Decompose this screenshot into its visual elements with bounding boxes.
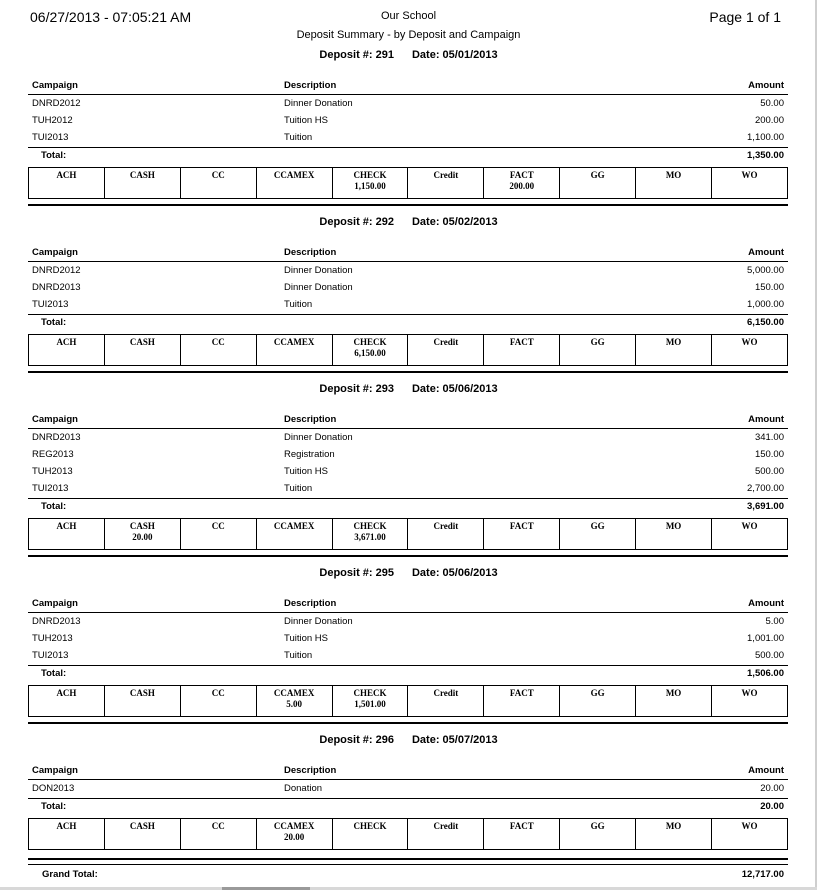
payment-type-cell bbox=[332, 168, 408, 199]
header-underline bbox=[28, 94, 788, 95]
column-description: Description bbox=[284, 765, 337, 776]
column-description: Description bbox=[284, 598, 337, 609]
payment-type-label: CCAMEX bbox=[273, 170, 315, 180]
column-header-row bbox=[28, 413, 788, 427]
payment-type-label: ACH bbox=[56, 337, 77, 347]
amount-cell: 500.00 bbox=[754, 650, 784, 661]
grand-total-label: Grand Total: bbox=[42, 869, 98, 880]
payment-type-table bbox=[28, 685, 788, 717]
total-rule bbox=[28, 314, 788, 315]
payment-type-label: WO bbox=[741, 821, 758, 831]
payment-type-label: FACT bbox=[509, 337, 534, 347]
amount-cell: 200.00 bbox=[754, 115, 784, 126]
payment-type-label: CC bbox=[211, 688, 225, 698]
deposit-date: Date: 05/02/2013 bbox=[411, 216, 498, 228]
payment-type-label: MO bbox=[665, 688, 682, 698]
payment-type-cell bbox=[712, 819, 788, 850]
deposit-title bbox=[0, 734, 817, 746]
payment-type-label: MO bbox=[665, 170, 682, 180]
amount-cell: 5,000.00 bbox=[747, 265, 784, 276]
payment-type-label: MO bbox=[665, 521, 682, 531]
payment-type-cell bbox=[332, 819, 408, 850]
campaign-cell: TUI2013 bbox=[32, 650, 69, 661]
total-rule bbox=[28, 498, 788, 499]
payment-type-table bbox=[28, 334, 788, 366]
description-cell: Tuition bbox=[284, 299, 313, 310]
deposit-date: Date: 05/06/2013 bbox=[411, 567, 498, 579]
description-cell: Dinner Donation bbox=[284, 98, 353, 109]
payment-type-label: WO bbox=[741, 170, 758, 180]
payment-type-label: MO bbox=[665, 821, 682, 831]
table-row bbox=[28, 782, 788, 796]
payment-type-label: CC bbox=[211, 170, 225, 180]
column-header-row bbox=[28, 597, 788, 611]
payment-type-label: CC bbox=[211, 821, 225, 831]
description-cell: Dinner Donation bbox=[284, 616, 353, 627]
payment-type-cell bbox=[560, 335, 636, 366]
deposit-title bbox=[0, 567, 817, 579]
payment-type-cell bbox=[332, 686, 408, 717]
payment-type-cell bbox=[560, 686, 636, 717]
payment-type-label: GG bbox=[590, 688, 605, 698]
total-label: Total: bbox=[41, 801, 67, 812]
payment-type-label: CHECK bbox=[353, 688, 387, 698]
table-row bbox=[28, 264, 788, 278]
header-underline bbox=[28, 612, 788, 613]
payment-type-label: ACH bbox=[56, 821, 77, 831]
deposit-title bbox=[0, 216, 817, 228]
payment-type-cell bbox=[104, 168, 180, 199]
total-label: Total: bbox=[41, 150, 67, 161]
payment-type-label: CC bbox=[211, 337, 225, 347]
payment-type-label: GG bbox=[590, 170, 605, 180]
deposit-number: Deposit #: 295 bbox=[319, 567, 394, 579]
payment-type-table bbox=[28, 518, 788, 550]
payment-type-cell bbox=[180, 335, 256, 366]
payment-type-cell bbox=[29, 686, 105, 717]
payment-type-label: FACT bbox=[509, 821, 534, 831]
payment-type-label: MO bbox=[665, 337, 682, 347]
payment-type-table bbox=[28, 818, 788, 850]
section-separator bbox=[28, 204, 788, 206]
payment-type-label: Credit bbox=[433, 688, 459, 698]
payment-type-cell bbox=[712, 686, 788, 717]
description-cell: Tuition HS bbox=[284, 633, 328, 644]
payment-type-label: CC bbox=[211, 521, 225, 531]
amount-cell: 341.00 bbox=[754, 432, 784, 443]
column-campaign: Campaign bbox=[32, 80, 78, 91]
description-cell: Dinner Donation bbox=[284, 432, 353, 443]
table-row bbox=[28, 615, 788, 629]
payment-type-cell bbox=[560, 519, 636, 550]
amount-cell: 2,700.00 bbox=[747, 483, 784, 494]
campaign-cell: DNRD2013 bbox=[32, 616, 81, 627]
table-row bbox=[28, 482, 788, 496]
column-header-row bbox=[28, 79, 788, 93]
payment-type-cell bbox=[636, 819, 712, 850]
total-value: 3,691.00 bbox=[747, 501, 784, 512]
payment-type-cell bbox=[256, 335, 332, 366]
section-separator bbox=[28, 555, 788, 557]
payment-type-cell bbox=[712, 168, 788, 199]
amount-cell: 1,000.00 bbox=[747, 299, 784, 310]
payment-type-amount: 200.00 bbox=[509, 181, 535, 191]
grand-total-rule-bottom bbox=[28, 864, 788, 865]
payment-type-cell bbox=[256, 686, 332, 717]
payment-type-label: ACH bbox=[56, 521, 77, 531]
deposit-date: Date: 05/06/2013 bbox=[411, 383, 498, 395]
payment-type-label: GG bbox=[590, 521, 605, 531]
column-amount: Amount bbox=[748, 247, 784, 258]
campaign-cell: TUH2013 bbox=[32, 633, 73, 644]
school-name: Our School bbox=[380, 10, 437, 22]
payment-type-cell bbox=[104, 519, 180, 550]
description-cell: Tuition bbox=[284, 132, 313, 143]
column-campaign: Campaign bbox=[32, 765, 78, 776]
table-row bbox=[28, 649, 788, 663]
table-row bbox=[28, 632, 788, 646]
payment-type-label: ACH bbox=[56, 170, 77, 180]
table-row bbox=[28, 465, 788, 479]
payment-type-cell bbox=[256, 168, 332, 199]
campaign-cell: REG2013 bbox=[32, 449, 74, 460]
total-row bbox=[28, 667, 788, 681]
deposit-number: Deposit #: 292 bbox=[319, 216, 394, 228]
payment-type-label: CASH bbox=[129, 688, 155, 698]
column-campaign: Campaign bbox=[32, 598, 78, 609]
column-amount: Amount bbox=[748, 765, 784, 776]
total-rule bbox=[28, 665, 788, 666]
payment-type-label: WO bbox=[741, 688, 758, 698]
payment-type-cell bbox=[636, 168, 712, 199]
deposit-number: Deposit #: 296 bbox=[319, 734, 394, 746]
header-underline bbox=[28, 779, 788, 780]
payment-type-label: ACH bbox=[56, 688, 77, 698]
amount-cell: 5.00 bbox=[765, 616, 784, 627]
payment-type-label: FACT bbox=[509, 688, 534, 698]
payment-type-cell bbox=[332, 519, 408, 550]
description-cell: Tuition bbox=[284, 483, 313, 494]
payment-type-label: CCAMEX bbox=[273, 821, 315, 831]
payment-type-cell bbox=[408, 519, 484, 550]
total-label: Total: bbox=[41, 501, 67, 512]
payment-type-cell bbox=[180, 519, 256, 550]
deposit-title bbox=[0, 383, 817, 395]
payment-type-label: CASH bbox=[129, 521, 155, 531]
description-cell: Tuition HS bbox=[284, 466, 328, 477]
payment-type-cell bbox=[484, 168, 560, 199]
payment-type-label: CHECK bbox=[353, 821, 387, 831]
payment-type-label: Credit bbox=[433, 170, 459, 180]
payment-type-label: FACT bbox=[509, 521, 534, 531]
page-indicator: Page 1 of 1 bbox=[709, 9, 781, 25]
table-row bbox=[28, 298, 788, 312]
payment-type-label: CHECK bbox=[353, 170, 387, 180]
payment-type-cell bbox=[484, 686, 560, 717]
description-cell: Donation bbox=[284, 783, 323, 794]
deposit-date: Date: 05/07/2013 bbox=[411, 734, 498, 746]
payment-type-cell bbox=[560, 819, 636, 850]
payment-type-amount: 6,150.00 bbox=[354, 348, 386, 358]
payment-type-label: CHECK bbox=[353, 337, 387, 347]
payment-type-cell bbox=[29, 819, 105, 850]
payment-type-cell bbox=[484, 335, 560, 366]
total-row bbox=[28, 500, 788, 514]
payment-type-cell bbox=[29, 519, 105, 550]
payment-type-cell bbox=[484, 519, 560, 550]
grand-total-value: 12,717.00 bbox=[741, 869, 784, 880]
payment-type-label: Credit bbox=[433, 337, 459, 347]
column-amount: Amount bbox=[748, 598, 784, 609]
column-description: Description bbox=[284, 80, 337, 91]
payment-type-cell bbox=[484, 819, 560, 850]
report-datetime: 06/27/2013 - 07:05:21 AM bbox=[30, 9, 192, 25]
payment-type-cell bbox=[636, 519, 712, 550]
amount-cell: 50.00 bbox=[760, 98, 784, 109]
payment-type-label: CCAMEX bbox=[273, 688, 315, 698]
payment-type-cell bbox=[636, 335, 712, 366]
amount-cell: 1,001.00 bbox=[747, 633, 784, 644]
column-amount: Amount bbox=[748, 80, 784, 91]
total-label: Total: bbox=[41, 668, 67, 679]
payment-type-cell bbox=[180, 819, 256, 850]
payment-type-cell bbox=[408, 819, 484, 850]
amount-cell: 150.00 bbox=[754, 449, 784, 460]
campaign-cell: TUH2012 bbox=[32, 115, 73, 126]
amount-cell: 500.00 bbox=[754, 466, 784, 477]
total-value: 6,150.00 bbox=[747, 317, 784, 328]
table-row bbox=[28, 448, 788, 462]
total-value: 20.00 bbox=[760, 801, 784, 812]
payment-type-cell bbox=[29, 168, 105, 199]
total-value: 1,350.00 bbox=[747, 150, 784, 161]
payment-type-cell bbox=[560, 168, 636, 199]
payment-type-label: CASH bbox=[129, 821, 155, 831]
column-campaign: Campaign bbox=[32, 247, 78, 258]
total-rule bbox=[28, 798, 788, 799]
payment-type-cell bbox=[104, 819, 180, 850]
payment-type-label: Credit bbox=[433, 821, 459, 831]
campaign-cell: DNRD2012 bbox=[32, 98, 81, 109]
description-cell: Dinner Donation bbox=[284, 265, 353, 276]
campaign-cell: TUI2013 bbox=[32, 132, 69, 143]
campaign-cell: TUI2013 bbox=[32, 299, 69, 310]
total-label: Total: bbox=[41, 317, 67, 328]
payment-type-label: GG bbox=[590, 821, 605, 831]
payment-type-label: WO bbox=[741, 337, 758, 347]
total-row bbox=[28, 800, 788, 814]
payment-type-cell bbox=[180, 168, 256, 199]
deposit-date: Date: 05/01/2013 bbox=[411, 49, 498, 61]
description-cell: Tuition HS bbox=[284, 115, 328, 126]
payment-type-label: FACT bbox=[509, 170, 534, 180]
description-cell: Dinner Donation bbox=[284, 282, 353, 293]
amount-cell: 20.00 bbox=[760, 783, 784, 794]
table-row bbox=[28, 431, 788, 445]
total-value: 1,506.00 bbox=[747, 668, 784, 679]
report-title: Deposit Summary - by Deposit and Campaign bbox=[296, 29, 521, 41]
campaign-cell: TUI2013 bbox=[32, 483, 69, 494]
payment-type-label: CASH bbox=[129, 170, 155, 180]
payment-type-amount: 5.00 bbox=[286, 699, 302, 709]
payment-type-amount: 20.00 bbox=[132, 532, 153, 542]
payment-type-cell bbox=[256, 519, 332, 550]
payment-type-cell bbox=[408, 686, 484, 717]
header-underline bbox=[28, 428, 788, 429]
section-separator bbox=[28, 722, 788, 724]
deposit-number: Deposit #: 293 bbox=[319, 383, 394, 395]
payment-type-amount: 3,671.00 bbox=[354, 532, 386, 542]
payment-type-label: WO bbox=[741, 521, 758, 531]
payment-type-label: CCAMEX bbox=[273, 521, 315, 531]
total-row bbox=[28, 149, 788, 163]
campaign-cell: DNRD2012 bbox=[32, 265, 81, 276]
section-separator bbox=[28, 371, 788, 373]
deposit-number: Deposit #: 291 bbox=[319, 49, 394, 61]
payment-type-amount: 20.00 bbox=[283, 832, 305, 842]
column-description: Description bbox=[284, 414, 337, 425]
payment-type-cell bbox=[29, 335, 105, 366]
payment-type-cell bbox=[256, 819, 332, 850]
campaign-cell: TUH2013 bbox=[32, 466, 73, 477]
payment-type-table bbox=[28, 167, 788, 199]
payment-type-cell bbox=[180, 686, 256, 717]
payment-type-cell bbox=[408, 168, 484, 199]
total-row bbox=[28, 316, 788, 330]
column-description: Description bbox=[284, 247, 337, 258]
payment-type-amount: 1,150.00 bbox=[354, 181, 386, 191]
campaign-cell: DON2013 bbox=[32, 783, 75, 794]
description-cell: Tuition bbox=[284, 650, 313, 661]
payment-type-label: CHECK bbox=[353, 521, 387, 531]
table-row bbox=[28, 131, 788, 145]
amount-cell: 150.00 bbox=[754, 282, 784, 293]
payment-type-cell bbox=[408, 335, 484, 366]
payment-type-cell bbox=[636, 686, 712, 717]
amount-cell: 1,100.00 bbox=[747, 132, 784, 143]
header-underline bbox=[28, 261, 788, 262]
payment-type-label: CCAMEX bbox=[273, 337, 315, 347]
deposit-title bbox=[0, 49, 817, 61]
total-rule bbox=[28, 147, 788, 148]
payment-type-cell bbox=[104, 686, 180, 717]
payment-type-cell bbox=[332, 335, 408, 366]
column-header-row bbox=[28, 246, 788, 260]
table-row bbox=[28, 281, 788, 295]
campaign-cell: DNRD2013 bbox=[32, 282, 81, 293]
table-row bbox=[28, 114, 788, 128]
column-campaign: Campaign bbox=[32, 414, 78, 425]
column-amount: Amount bbox=[748, 414, 784, 425]
payment-type-label: GG bbox=[590, 337, 605, 347]
column-header-row bbox=[28, 764, 788, 778]
campaign-cell: DNRD2013 bbox=[32, 432, 81, 443]
grand-total-rule-top bbox=[28, 858, 788, 860]
table-row bbox=[28, 97, 788, 111]
payment-type-label: Credit bbox=[433, 521, 459, 531]
payment-type-label: CASH bbox=[129, 337, 155, 347]
payment-type-amount: 1,501.00 bbox=[354, 699, 386, 709]
payment-type-cell bbox=[712, 519, 788, 550]
payment-type-cell bbox=[712, 335, 788, 366]
payment-type-cell bbox=[104, 335, 180, 366]
description-cell: Registration bbox=[284, 449, 335, 460]
